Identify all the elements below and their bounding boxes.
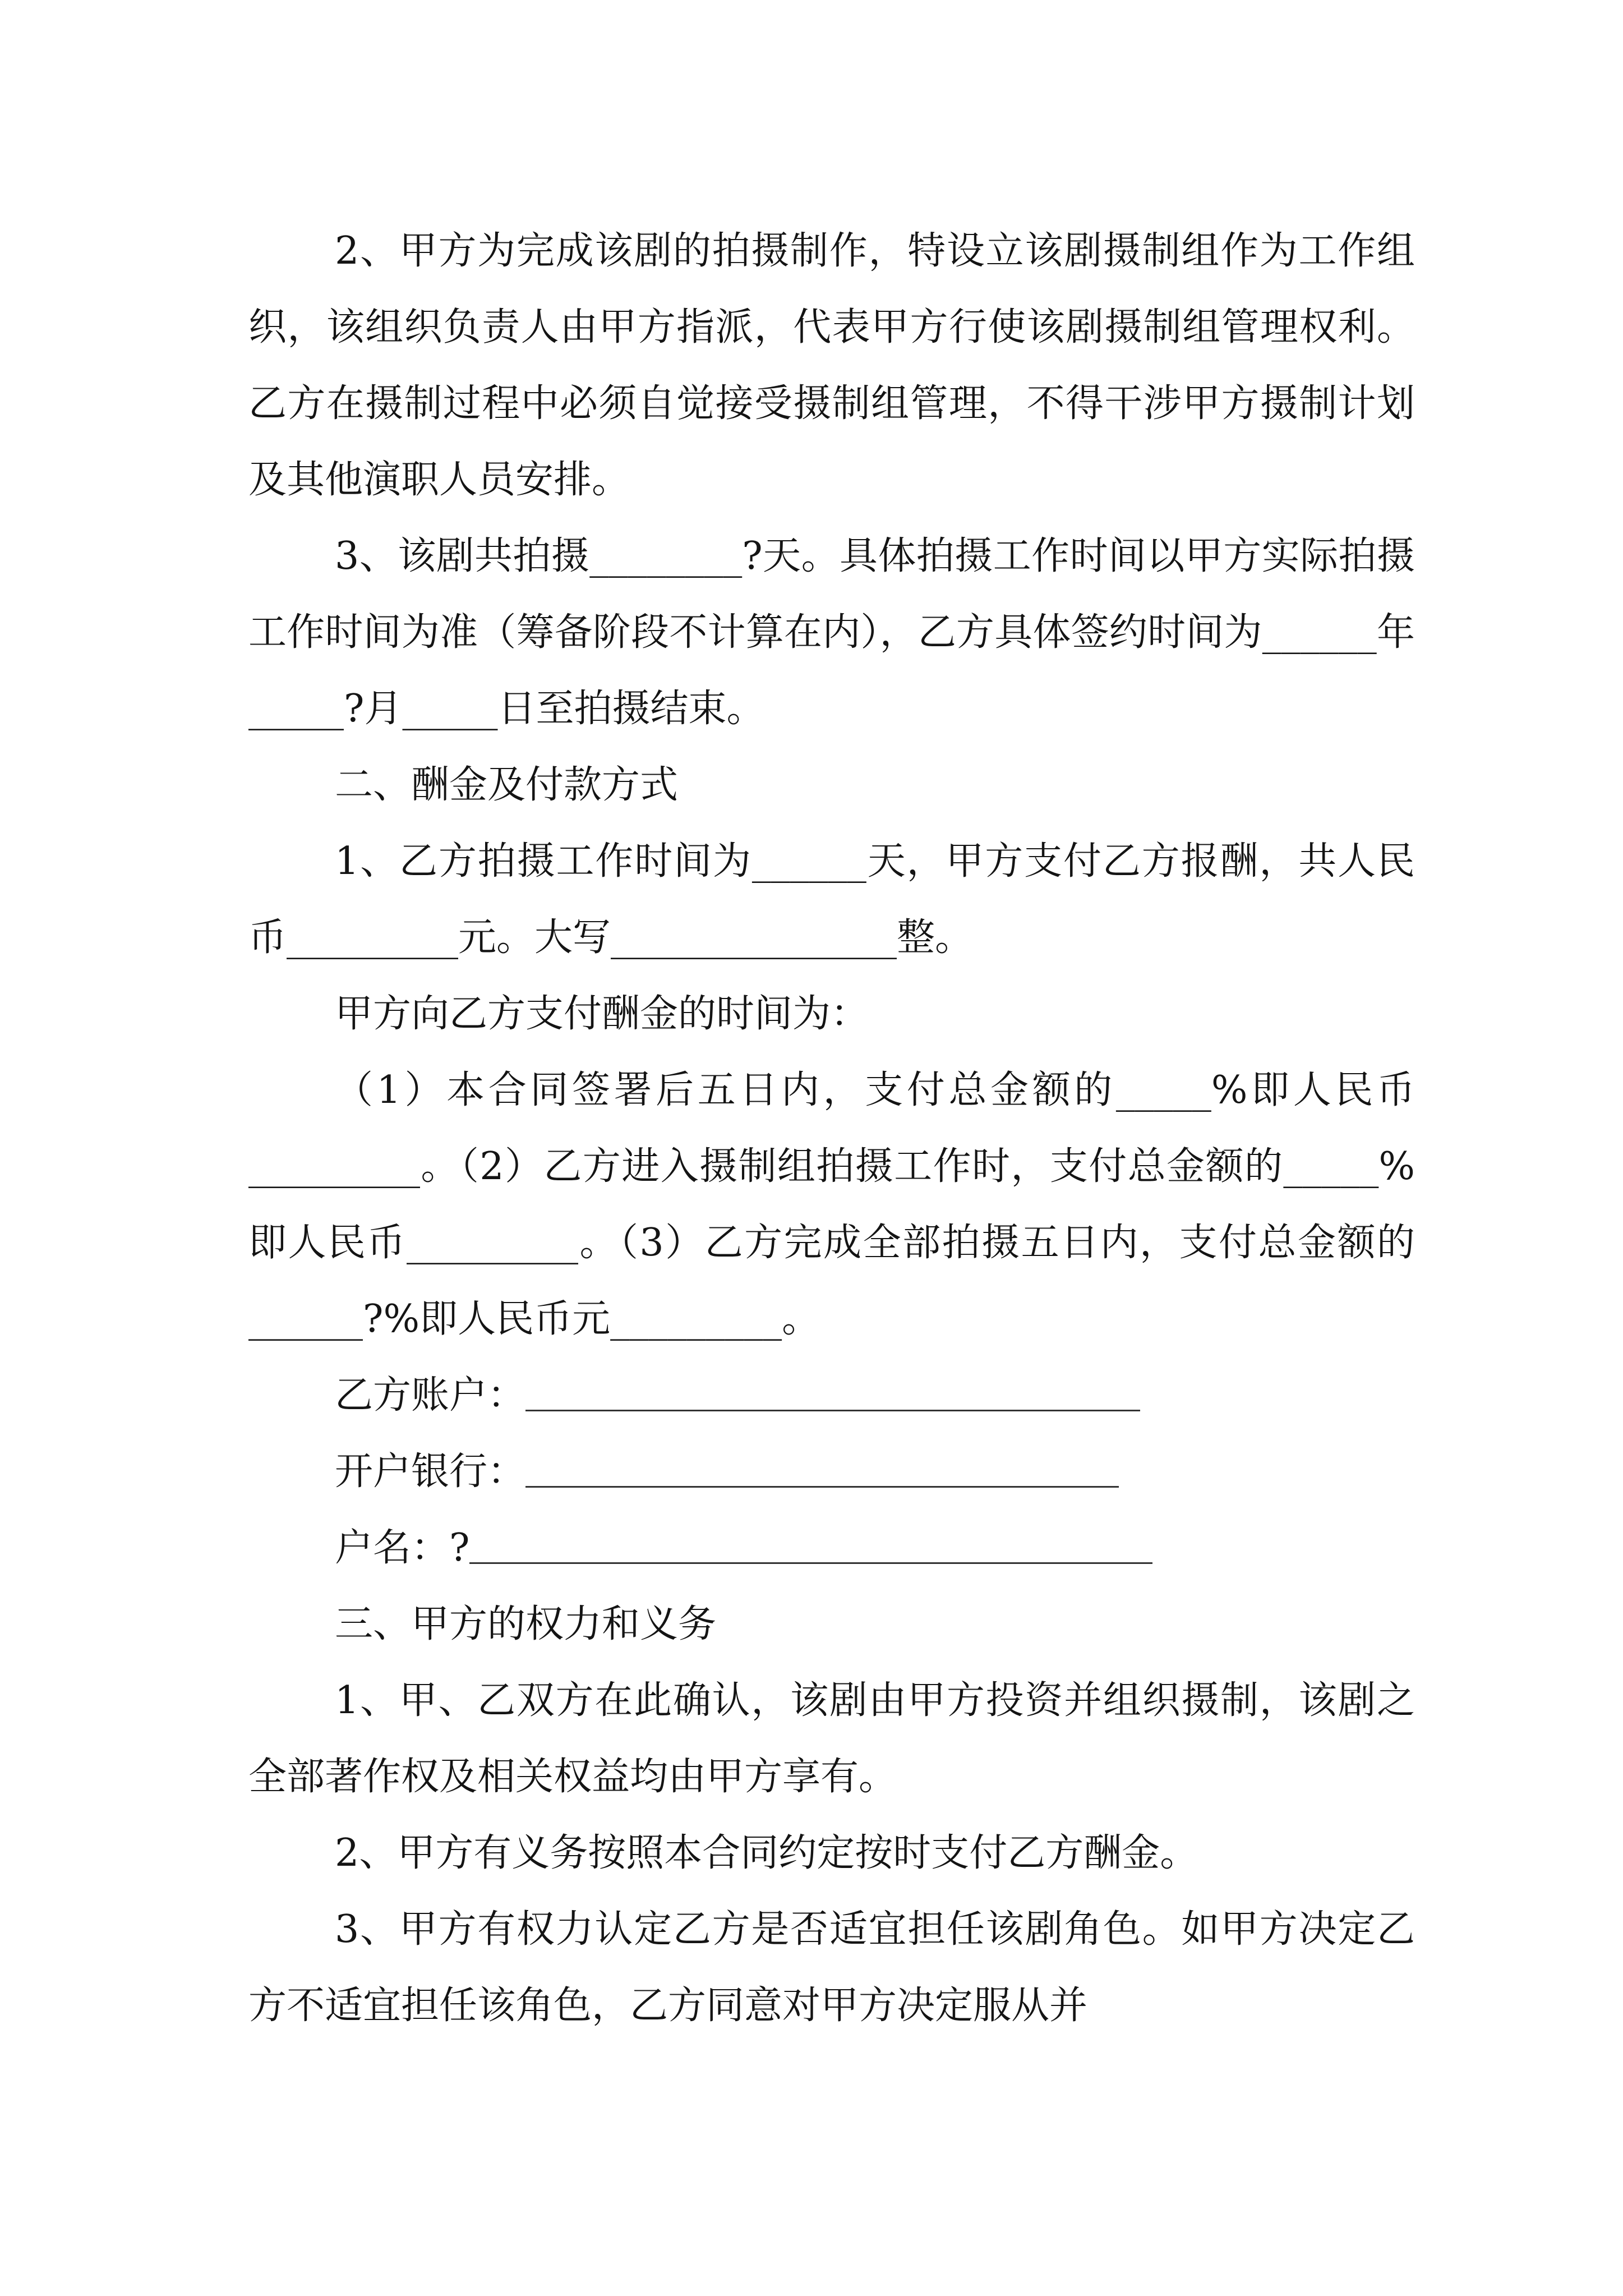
section-heading-party-a-rights: 三、甲方的权力和义务 (335, 1602, 717, 1646)
section-heading-payment: 二、酬金及付款方式 (335, 763, 679, 807)
account-number-row (248, 1358, 1415, 1434)
clause-remuneration-amount: 1、乙方拍摄工作时间为______天，甲方支付乙方报酬，共人民币_________元。大写_______________整。 (248, 839, 1415, 960)
clause-crew-management: 2、甲方为完成该剧的拍摄制作，特设立该剧摄制组作为工作组织，该组织负责人由甲方指派，代表甲方行使该剧摄制组管理权利。乙方在摄制过程中必须自觉接受摄制组管理，不得干涉甲方摄制计划及其他演职人员安排。 (248, 229, 1415, 502)
clause-payment-obligation: 2、甲方有义务按照本合同约定按时支付乙方酬金。 (335, 1831, 1198, 1875)
payment-schedule-intro: 甲方向乙方支付酬金的时间为： (335, 992, 869, 1036)
contract-page (248, 213, 1415, 2044)
clause-payment-installments: （1）本合同签署后五日内，支付总金额的_____%即人民币_________。（2）乙方进入摄制组拍摄工作时，支付总金额的_____%即人民币_________。（3）乙方完成全部拍摄五日内，支付总金额的______?%即人民币元_________。 (248, 1068, 1415, 1341)
bank-name-label: 开户银行： (335, 1450, 526, 1494)
bank-name-blank (525, 1484, 1119, 1488)
account-holder-row (248, 1510, 1415, 1586)
account-holder-label: 户名：? (335, 1526, 470, 1570)
clause-shooting-period: 3、该剧共拍摄________?天。具体拍摄工作时间以甲方实际拍摄工作时间为准（筹备阶段不计算在内），乙方具体签约时间为______年_____?月_____日至拍摄结束。 (248, 534, 1415, 731)
account-number-label: 乙方账户： (335, 1373, 526, 1418)
account-number-blank (525, 1407, 1140, 1411)
clause-copyright: 1、甲、乙双方在此确认，该剧由甲方投资并组织摄制，该剧之全部著作权及相关权益均由甲方享有。 (248, 1678, 1415, 1799)
account-holder-blank (469, 1560, 1152, 1564)
bank-name-row (248, 1434, 1415, 1510)
clause-role-suitability: 3、甲方有权力认定乙方是否适宜担任该剧角色。如甲方决定乙方不适宜担任该角色，乙方同意对甲方决定服从并 (248, 1907, 1415, 2028)
